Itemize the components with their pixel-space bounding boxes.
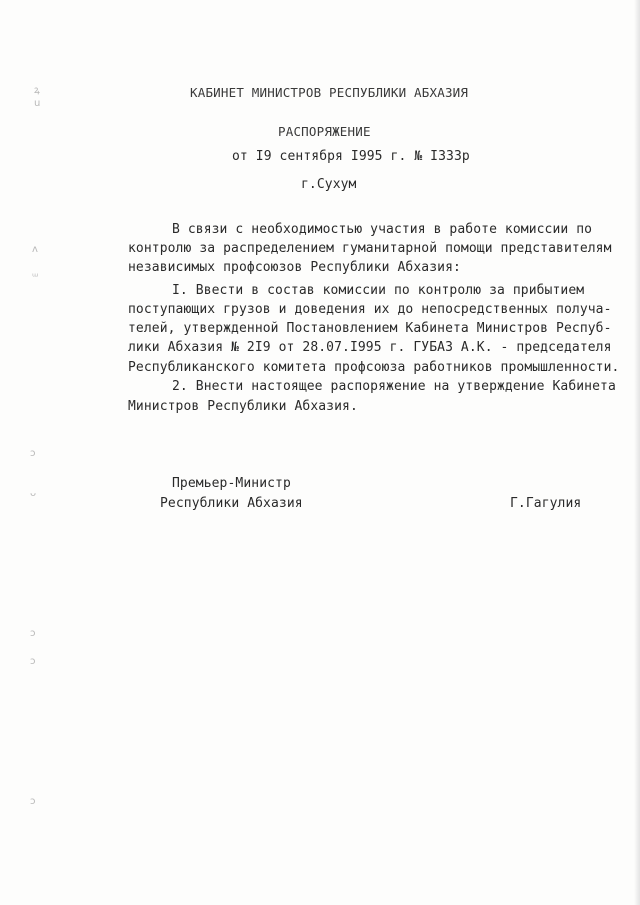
- margin-mark: ꝝ: [34, 85, 40, 96]
- item2-line: Министров Республики Абхазия.: [128, 399, 358, 414]
- margin-mark: ↄ: [30, 656, 36, 667]
- intro-line: контролю за распределением гуманитарной помощи представителям: [128, 241, 612, 256]
- page-edge-shadow: [634, 0, 640, 905]
- document-place: г.Сухум: [301, 177, 357, 192]
- margin-mark: ↄ: [30, 796, 36, 807]
- margin-mark: ↄ: [30, 448, 36, 459]
- item1-line: поступающих грузов и доведения их до непосредственных получа-: [128, 302, 612, 317]
- item2-line: 2. Внести настоящее распоряжение на утверждение Кабинета: [172, 379, 616, 394]
- item1-line: телей, утвержденной Постановлением Кабинета Министров Респуб-: [128, 321, 612, 336]
- item1-line: Республиканского комитета профсоюза работников промышленности.: [128, 360, 620, 375]
- item1-line: лики Абхазия № 2I9 от 28.07.I995 г. ГУБАЗ А.К. - председателя: [128, 340, 612, 355]
- margin-mark: u: [34, 98, 41, 109]
- intro-line: В связи с необходимостью участия в работе комиссии по: [172, 222, 593, 237]
- margin-mark: ↄ: [30, 628, 36, 639]
- item1-line: I. Ввести в состав комиссии по контролю за прибытием: [172, 283, 585, 298]
- intro-line: независимых профсоюзов Республики Абхазия:: [128, 260, 461, 275]
- margin-mark: ᵚ: [32, 272, 39, 283]
- signatory-position: Республики Абхазия: [160, 496, 303, 511]
- signatory-position: Премьер-Министр: [172, 476, 291, 491]
- document-date-number: от I9 сентября I995 г. № I333р: [232, 149, 470, 164]
- margin-mark: ᴗ: [30, 488, 37, 499]
- signatory-name: Г.Гагулия: [510, 496, 582, 511]
- document-type: РАСПОРЯЖЕНИЕ: [278, 124, 371, 139]
- margin-mark: ᴧ: [32, 244, 38, 255]
- organization-title: КАБИНЕТ МИНИСТРОВ РЕСПУБЛИКИ АБХАЗИЯ: [190, 85, 469, 100]
